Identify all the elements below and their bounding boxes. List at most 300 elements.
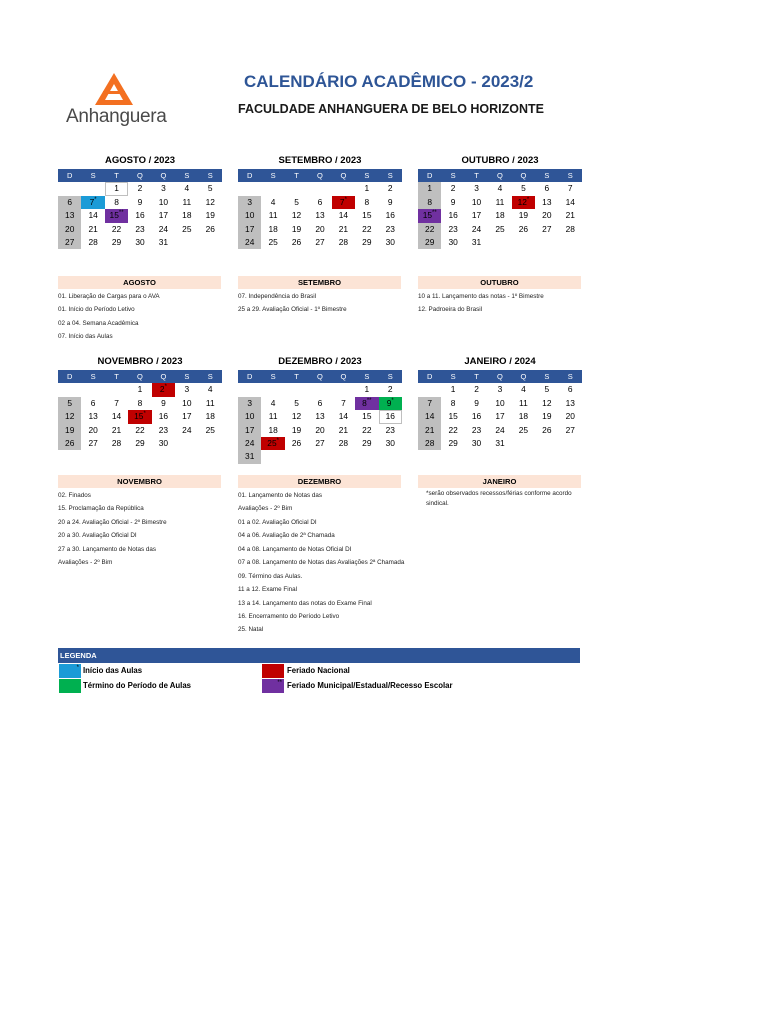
weekday-header: Q: [488, 370, 511, 383]
calendar-day: 28: [338, 237, 349, 248]
weekday-header: Q: [488, 169, 511, 182]
weekday-header: T: [465, 370, 488, 383]
legend-swatch-feriado-municipal: **: [262, 679, 284, 693]
event-item: 12. Padroeira do Brasil: [418, 306, 483, 314]
calendar-week: [418, 182, 582, 195]
calendar-day: 14: [111, 411, 122, 422]
weekday-header: T: [105, 370, 128, 383]
anhanguera-triangle-icon: [94, 72, 134, 106]
calendar-empty-cell: [199, 437, 222, 450]
calendar-empty-cell: [238, 182, 261, 195]
calendar-day: 29: [362, 237, 372, 248]
calendar-day: 21: [111, 424, 122, 435]
calendar-day: 5: [544, 384, 550, 395]
calendar-day: 5: [294, 196, 299, 207]
weekday-header: S: [355, 169, 378, 182]
legend-label-feriado-nacional: Feriado Nacional: [287, 666, 350, 675]
calendar-day: 9*: [379, 397, 402, 410]
calendar-day: 19: [205, 210, 215, 221]
calendar-empty-cell: [199, 236, 222, 249]
calendar-week: [58, 424, 222, 437]
calendar-day: 17: [238, 424, 261, 437]
day-marker: **: [118, 210, 124, 217]
event-item: 01 a 02. Avaliação Oficial DI: [238, 518, 317, 526]
calendar-day: 14: [88, 210, 98, 221]
calendar-day: 5: [294, 397, 299, 408]
weekday-header: D: [418, 370, 441, 383]
calendar-day: 26: [291, 237, 302, 248]
page-title: CALENDÁRIO ACADÊMICO - 2023/2: [244, 72, 534, 91]
calendar-day: 20: [542, 210, 552, 221]
event-item: 25. Natal: [238, 626, 264, 634]
calendar-empty-cell: [285, 182, 308, 195]
event-list: [58, 276, 221, 344]
calendar-day: 12: [291, 411, 302, 422]
calendar-day: 17: [471, 210, 482, 221]
calendar-week: [418, 223, 582, 236]
calendar-day: 12: [58, 410, 81, 423]
calendar-day: 19: [58, 424, 81, 437]
calendar-day: 20: [315, 223, 325, 234]
day-marker: *: [94, 196, 97, 203]
calendar-day: 6: [544, 183, 550, 194]
calendar-day: 21: [88, 223, 98, 234]
calendar-week: [238, 223, 402, 236]
weekday-header: T: [285, 169, 308, 182]
calendar-day: 18: [268, 424, 278, 435]
calendar-day: 27: [88, 438, 98, 449]
calendar-day: 10: [471, 196, 482, 207]
calendar-empty-cell: [175, 437, 198, 450]
weekday-header: S: [355, 370, 378, 383]
day-marker: *: [526, 196, 530, 203]
calendar-empty-cell: [559, 236, 582, 249]
weekday-header: D: [238, 169, 261, 182]
calendar-empty-cell: [488, 236, 511, 249]
calendar-week: [238, 397, 402, 410]
calendar-day: 2: [387, 384, 393, 395]
event-item: 07 a 08. Lançamento de Notas das Avaliações 2ª Chamada: [238, 559, 405, 567]
calendar-day: 2: [137, 183, 143, 194]
calendar-day: 16: [385, 210, 395, 221]
calendar-empty-cell: [332, 450, 355, 463]
calendar-day: 23: [471, 424, 482, 435]
calendar-day: 4: [497, 183, 503, 194]
event-list-title: SETEMBRO: [238, 276, 401, 289]
calendar-grid: [238, 370, 402, 464]
weekday-header: Q: [332, 169, 355, 182]
calendar-day: 23: [158, 424, 169, 435]
event-note: *serão observados recessos/férias conforme acordo sindical.: [426, 490, 572, 507]
calendar-day: 23: [385, 424, 395, 435]
calendar-day: 25: [182, 223, 192, 234]
event-item: 09. Término das Aulas.: [238, 572, 303, 580]
calendar-day: 1: [137, 384, 143, 395]
calendar-empty-cell: [512, 437, 535, 450]
calendar-day: 19: [518, 210, 529, 221]
calendar-day: 1: [364, 183, 370, 194]
calendar-grid: [418, 169, 582, 249]
event-list: [238, 475, 405, 637]
event-item: 01. Início do Período Letivo: [58, 306, 135, 314]
calendar-week: [418, 410, 582, 423]
calendar-day: 2: [474, 384, 479, 395]
calendar-week: [58, 196, 222, 209]
calendar-day: 12: [542, 397, 552, 408]
calendar-week: [58, 236, 222, 249]
weekday-header: D: [58, 370, 81, 383]
calendar-grid: [238, 169, 402, 249]
calendar-empty-cell: [535, 437, 558, 450]
calendar-day: 7: [114, 397, 119, 408]
calendar-day: 22: [362, 424, 372, 435]
weekday-header: T: [105, 169, 128, 182]
calendar-day: 3: [161, 183, 166, 194]
calendar-day: 24: [238, 236, 261, 249]
calendar-day: 3: [497, 384, 503, 395]
calendar-day: 5: [521, 183, 526, 194]
calendar-day: 28: [111, 438, 122, 449]
calendar-day: 6: [90, 397, 96, 408]
calendar-day: 20: [88, 424, 98, 435]
calendar-day: 18: [205, 411, 215, 422]
event-item: 01. Liberação de Cargas para o AVA: [58, 293, 160, 300]
calendar-day: 12: [291, 210, 302, 221]
calendar-day: 25: [268, 237, 278, 248]
calendar-day: 4: [184, 183, 190, 194]
calendar-day: 13: [315, 210, 325, 221]
calendar-day: 5: [58, 397, 81, 410]
month-calendar: [418, 355, 582, 450]
calendar-day: 14: [338, 411, 349, 422]
calendar-empty-cell: [285, 450, 308, 463]
calendar-day: 27: [542, 223, 552, 234]
event-list: [238, 276, 401, 317]
calendar-day: 8**: [355, 397, 378, 410]
calendar-day: 1: [364, 384, 370, 395]
day-marker: *: [276, 438, 279, 445]
month-title: AGOSTO / 2023: [104, 155, 176, 166]
calendar-day: 15*: [128, 410, 151, 423]
calendar-day: 1: [105, 182, 128, 195]
calendar-week: [418, 383, 582, 396]
calendar-day: 6: [58, 196, 81, 209]
calendar-day: 4: [270, 397, 276, 408]
calendar-day: 4: [521, 384, 526, 395]
calendar-week: [58, 223, 222, 236]
event-item: 11 a 12. Exame Final: [238, 586, 298, 594]
calendar-day: 9: [137, 196, 143, 207]
calendar-day: 15**: [105, 209, 128, 222]
calendar-empty-cell: [379, 450, 402, 463]
calendar-empty-cell: [81, 383, 104, 396]
calendar-day: 24: [495, 424, 505, 435]
weekday-header: D: [418, 169, 441, 182]
weekday-header: D: [238, 370, 261, 383]
logo-text: Anhanguera: [66, 106, 167, 127]
weekday-header: S: [199, 169, 222, 182]
calendar-day: 15: [362, 411, 372, 422]
calendar-day: 31: [158, 237, 169, 248]
calendar-week: [238, 424, 402, 437]
calendar-day: 29: [362, 438, 372, 449]
calendar-day: 25*: [261, 437, 284, 450]
calendar-day: 26: [518, 223, 529, 234]
calendar-day: 6: [317, 397, 323, 408]
calendar-week: [418, 397, 582, 410]
weekday-header: S: [261, 370, 284, 383]
calendar-empty-cell: [512, 236, 535, 249]
weekday-header: S: [379, 169, 402, 182]
calendar-day: 24: [182, 424, 192, 435]
event-item: 04 a 06. Avaliação de 2ª Chamada: [238, 532, 335, 540]
weekday-header: S: [199, 370, 222, 383]
calendar-day: 14: [565, 196, 575, 207]
calendar-day: 10: [158, 196, 169, 207]
calendar-day: 23: [385, 223, 395, 234]
month-calendar: [58, 355, 222, 450]
calendar-day: 9: [450, 196, 456, 207]
calendar-day: 18: [495, 210, 505, 221]
calendar-day: 15: [362, 210, 372, 221]
month-calendar: [238, 355, 402, 464]
event-item: 07. Início das Aulas: [58, 333, 113, 341]
weekday-header: S: [535, 169, 558, 182]
event-item: 13 a 14. Lançamento das notas do Exame Final: [238, 599, 372, 607]
weekday-header: Q: [308, 370, 331, 383]
calendar-day: 28: [565, 223, 575, 234]
calendar-day: 3: [238, 397, 261, 410]
calendar-day: 19: [542, 411, 552, 422]
event-item: 15. Proclamação da República: [58, 505, 144, 513]
event-list: [58, 475, 221, 570]
calendar-day: 20: [565, 411, 575, 422]
calendar-day: 26: [58, 437, 81, 450]
calendar-day: 23: [135, 223, 145, 234]
calendar-day: 7: [567, 183, 573, 194]
event-item: 01. Lançamento de Notas das: [238, 492, 323, 499]
calendar-day: 22: [448, 424, 458, 435]
calendar-day: 25: [495, 223, 505, 234]
calendar-day: 13: [88, 411, 98, 422]
calendar-grid: [418, 370, 582, 450]
calendar-day: 18: [518, 411, 529, 422]
calendar-day: 11: [182, 196, 192, 207]
calendar-week: [58, 209, 222, 222]
calendar-day: 23: [448, 223, 458, 234]
weekday-header: Q: [128, 370, 151, 383]
event-list-title: JANEIRO: [418, 475, 581, 488]
calendar-empty-cell: [175, 236, 198, 249]
weekday-header: S: [535, 370, 558, 383]
calendar-week: [58, 182, 222, 195]
calendar-day: 21: [338, 223, 349, 234]
legend-label-termino-periodo: Término do Período de Aulas: [83, 681, 192, 690]
calendar-empty-cell: [261, 182, 284, 195]
calendar-empty-cell: [535, 236, 558, 249]
day-marker: *: [164, 384, 167, 391]
calendar-day: 27: [315, 237, 325, 248]
calendar-empty-cell: [308, 450, 331, 463]
calendar-day: 16: [471, 411, 482, 422]
month-calendar: [238, 154, 402, 249]
calendar-day: 6: [317, 196, 323, 207]
calendar-day: 10: [238, 209, 261, 222]
calendar-day: 26: [542, 424, 552, 435]
calendar-day: 17: [158, 210, 169, 221]
legend-swatch-feriado-nacional: [262, 664, 284, 678]
weekday-header: D: [58, 169, 81, 182]
event-item: Avaliações - 2º Bim: [238, 505, 293, 513]
calendar-day: 13: [565, 397, 575, 408]
weekday-header: S: [175, 370, 198, 383]
calendar-day: 30: [448, 237, 458, 248]
calendar-day: 16: [135, 210, 145, 221]
event-item: 25 a 29. Avaliação Oficial - 1º Bimestre: [238, 306, 347, 314]
calendar-week: [238, 410, 402, 423]
legend-label-inicio-aulas: Início das Aulas: [83, 666, 143, 675]
calendar-week: [238, 196, 402, 209]
calendar-day: 7*: [332, 196, 355, 209]
calendar-day: 10: [182, 397, 192, 408]
calendar-day: 14: [338, 210, 349, 221]
calendar-empty-cell: [285, 383, 308, 396]
calendar-empty-cell: [261, 450, 284, 463]
calendar-day: 21: [338, 424, 349, 435]
calendar-day: 7*: [81, 196, 104, 209]
calendar-day: 28: [88, 237, 98, 248]
calendar-day: 27: [58, 236, 81, 249]
event-list: [418, 475, 581, 509]
weekday-header: S: [379, 370, 402, 383]
calendar-day: 9: [161, 397, 166, 408]
legend-swatch-termino-periodo: [59, 679, 81, 693]
event-item: 02 a 04. Semana Acadêmica: [58, 319, 139, 327]
calendar-week: [58, 410, 222, 423]
month-title: OUTUBRO / 2023: [461, 155, 539, 166]
calendar-day: 11: [519, 397, 528, 408]
calendar-week: [418, 424, 582, 437]
calendar-day: 11: [268, 411, 278, 422]
calendar-day: 29: [135, 438, 145, 449]
calendar-day: 12*: [512, 196, 535, 209]
calendar-day: 17: [182, 411, 192, 422]
calendar-day: 24: [471, 223, 482, 234]
calendar-day: 26: [291, 438, 302, 449]
calendar-day: 6: [567, 384, 573, 395]
calendar-day: 2: [387, 183, 393, 194]
calendar-empty-cell: [81, 182, 104, 195]
calendar-week: [418, 209, 582, 222]
calendar-week: [238, 209, 402, 222]
legend-title: LEGENDA: [58, 648, 580, 663]
calendar-empty-cell: [308, 383, 331, 396]
calendar-day: 15: [448, 411, 458, 422]
calendar-day: 21: [565, 210, 575, 221]
month-calendar: [58, 154, 222, 249]
weekday-header: S: [261, 169, 284, 182]
calendar-day: 7: [418, 397, 441, 410]
calendar-day: 13: [58, 209, 81, 222]
event-item: 20 a 30. Avaliação Oficial DI: [58, 532, 137, 540]
calendar-day: 31: [238, 450, 261, 463]
weekday-header: Q: [332, 370, 355, 383]
calendar-day: 1: [418, 182, 441, 195]
calendar-week: [418, 196, 582, 209]
weekday-header: T: [285, 370, 308, 383]
calendar-day: 4: [207, 384, 213, 395]
calendar-day: 29: [448, 438, 458, 449]
weekday-header: Q: [128, 169, 151, 182]
calendar-week: [238, 437, 402, 450]
day-marker: **: [432, 210, 437, 217]
calendar-empty-cell: [238, 383, 261, 396]
calendar-day: 8: [364, 196, 370, 207]
weekday-header: S: [81, 169, 104, 182]
calendar-day: 2: [450, 183, 456, 194]
calendar-week: [238, 383, 402, 396]
calendar-day: 16: [448, 210, 458, 221]
month-calendar: [418, 154, 582, 249]
weekday-header: Q: [152, 169, 175, 182]
calendar-day: 8: [137, 397, 143, 408]
day-marker: **: [366, 397, 372, 404]
event-item: 20 a 24. Avaliação Oficial - 2º Bimestre: [58, 518, 167, 526]
weekday-header: T: [465, 169, 488, 182]
page-subtitle: FACULDADE ANHANGUERA DE BELO HORIZONTE: [238, 102, 545, 116]
calendar-week: [418, 236, 582, 249]
legend-swatch-inicio-aulas: *: [59, 664, 81, 678]
calendar-empty-cell: [418, 383, 441, 396]
calendar-empty-cell: [58, 383, 81, 396]
calendar-day: 11: [268, 210, 278, 221]
calendar-day: 3: [474, 183, 479, 194]
day-marker: *: [143, 411, 146, 418]
calendar-day: 17: [495, 411, 505, 422]
calendar-week: [58, 397, 222, 410]
weekday-header: S: [441, 370, 464, 383]
calendar-day: 10: [495, 397, 505, 408]
weekday-header: Q: [512, 169, 535, 182]
event-item: Avaliações - 2º Bim: [58, 559, 113, 567]
event-item: 07. Independência do Brasil: [238, 293, 317, 300]
calendar-week: [238, 450, 402, 463]
calendar-day: 9: [387, 196, 393, 207]
calendar-day: 30: [135, 237, 145, 248]
calendar-day: 28: [338, 438, 349, 449]
month-title: DEZEMBRO / 2023: [278, 356, 362, 367]
calendar-empty-cell: [559, 437, 582, 450]
event-item: 16. Encerramento do Período Letivo: [238, 612, 340, 620]
calendar-day: 8: [418, 196, 441, 209]
legend: [58, 648, 580, 663]
legend-label-feriado-municipal: Feriado Municipal/Estadual/Recesso Escolar: [287, 681, 453, 690]
month-title: NOVEMBRO / 2023: [97, 356, 183, 367]
calendar-day: 20: [58, 223, 81, 236]
weekday-header: S: [559, 370, 582, 383]
calendar-empty-cell: [261, 383, 284, 396]
calendar-day: 20: [315, 424, 325, 435]
calendar-day: 29: [111, 237, 122, 248]
calendar-grid: [58, 169, 222, 249]
event-list: [418, 276, 581, 317]
weekday-header: S: [559, 169, 582, 182]
calendar-day: 3: [184, 384, 190, 395]
calendar-day: 4: [270, 196, 276, 207]
event-list-title: DEZEMBRO: [238, 475, 401, 488]
day-marker: *: [344, 196, 347, 203]
calendar-day: 31: [495, 438, 505, 449]
